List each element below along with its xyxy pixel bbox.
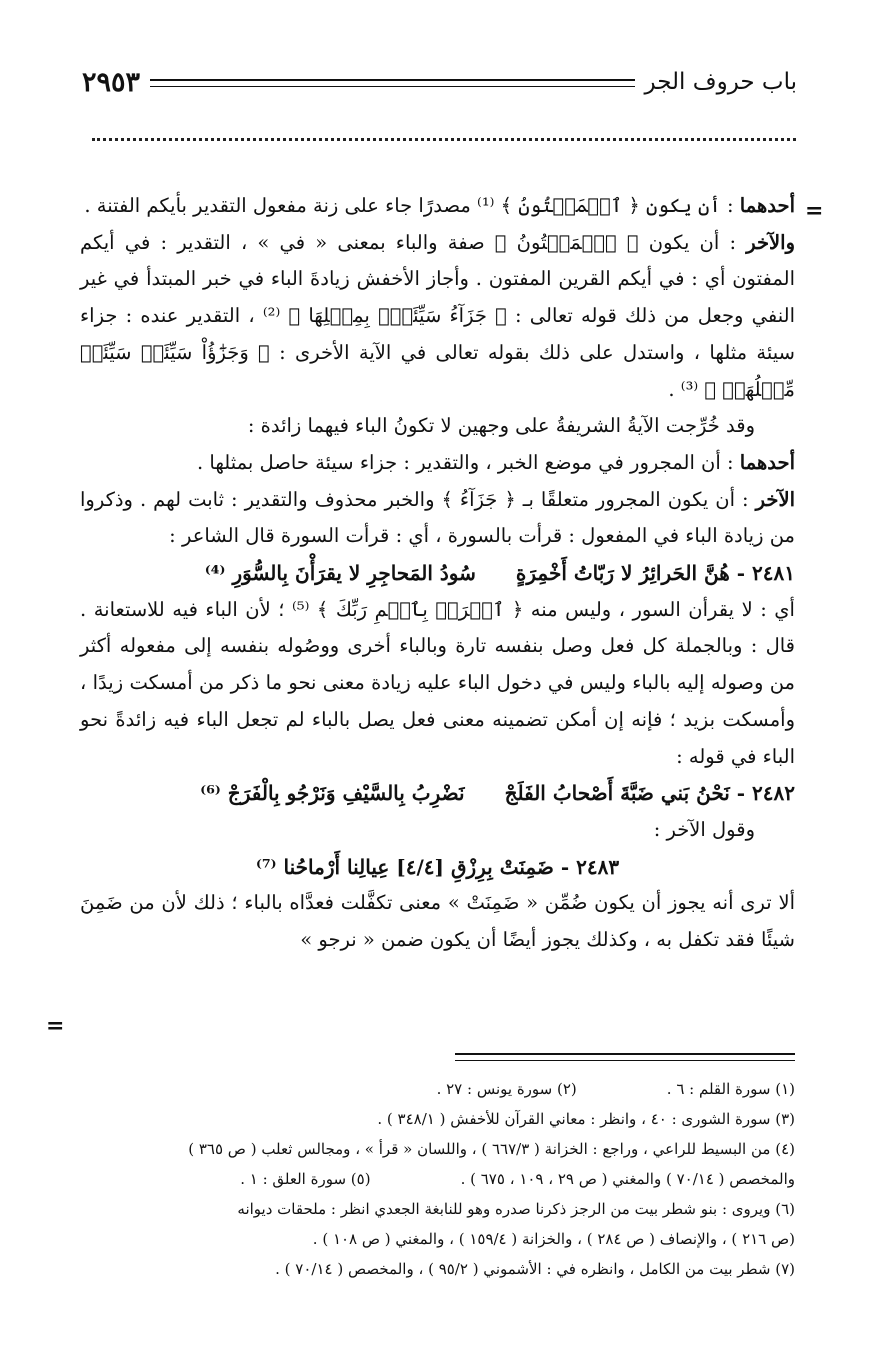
dotted-separator bbox=[92, 138, 796, 141]
paragraph-text: : أن المجرور في موضع الخبر ، والتقدير : جزاء سيئة حاصل بمثلها . bbox=[196, 450, 734, 474]
chapter-title: باب حروف الجر bbox=[644, 69, 797, 95]
verse-first-hemistich: ٢٤٨٢ - نَحْنُ بَني ضَبَّةَ أَصْحابُ الفَلَجْ bbox=[504, 781, 795, 806]
footnote-6: (٦) ويروى : بنو شطر بيت من الرجز ذكرنا صدره وهو للنابغة الجعدي انظر : ملحقات ديوانه bbox=[237, 1200, 795, 1218]
paragraph-6: أي : لا يقرأن السور ، وليس منه ﴿ ٱقۡرَأۡ بِٱسۡمِ رَبِّكَ ﴾ ⁽⁵⁾ ؛ لأن الباء فيه للاستعانة . قال : وبالجملة كل فعل وصل بنفسه تارة وبالباء أخرى ووصُوله بنفسه إلى مفعوله أكثر من وصوله إليه بالباء وليس في دخول الباء عليه زيادة معنى نحو ما ذكر من أمسكت زيدًا ، وأمسكت بزيد ؛ فإنه إن أمكن تضمينه معنى فعل يصل بالباء لم تجعل الباء فيه زائدةً نحو الباء في قوله : bbox=[80, 597, 795, 768]
footnote-3: (٣) سورة الشورى : ٤٠ ، وانظر : معاني القرآن للأخفش ( ٣٤٨/١ ) . bbox=[377, 1110, 795, 1128]
main-text bbox=[80, 188, 795, 959]
verse-second-hemistich: سُودُ المَحاجِرِ لا يقرَأْنَ بِالسُّوَرِ ⁽⁴⁾ bbox=[204, 561, 476, 586]
running-header bbox=[82, 62, 797, 102]
header-rule bbox=[150, 79, 635, 87]
footnote-1: (١) سورة القلم : ٦ . bbox=[666, 1080, 795, 1098]
lead-word: أحدهما bbox=[739, 194, 795, 217]
paragraph-text: : أن يكون المجرور متعلقًا بـ ﴿ جَزَآءُ ﴾ والخبر محذوف والتقدير : ثابت لهم . وذكروا من زيادة الباء في المفعول : قرأت بالسورة ، أي : قرأت السورة قال الشاعر : bbox=[80, 487, 795, 548]
verse-2481 bbox=[80, 555, 795, 592]
paragraph-4 bbox=[80, 445, 795, 482]
paragraph-3: وقد خُرِّجت الآيةُ الشريفةُ على وجهين لا تكونُ الباء فيهما زائدة : bbox=[247, 414, 755, 438]
verse-line: ٢٤٨٣ - ضَمِنَتْ بِرِزْقِ [٤/٤] عِيالِنا أَرْماحُنا ⁽⁷⁾ bbox=[255, 854, 620, 879]
paragraph-8: ألا ترى أنه يجوز أن يكون ضُمِّن « ضَمِنَتْ » معنى تكفَّلت فعدَّاه بالباء ؛ ذلك لأن من ضَمِنَ شيئًا فقد تكفل به ، وكذلك يجوز أيضًا أن يكون ضمن « نرجو » bbox=[80, 891, 795, 952]
footnote-row bbox=[80, 1164, 795, 1194]
paragraph-2 bbox=[80, 225, 795, 409]
footnote-7: (٧) شطر بيت من الكامل ، وانظره في : الأشموني ( ٩٥/٢ ) ، والمخصص ( ٧٠/١٤ ) . bbox=[275, 1260, 795, 1278]
footnote-2: (٢) سورة يونس : ٢٧ . bbox=[436, 1080, 577, 1098]
verse-first-hemistich: ٢٤٨١ - هُنَّ الحَرائِرُ لا رَبّاتُ أَخْمِرَةٍ bbox=[515, 561, 795, 586]
continuation-mark-left: = bbox=[46, 1013, 65, 1039]
footnote-6-cont: (ص ٢١٦ ) ، والإنصاف ( ص ٢٨٤ ) ، والخزانة ( ١٥٩/٤ ) ، والمغني ( ص ١٠٨ ) . bbox=[312, 1230, 795, 1248]
lead-word: الآخر bbox=[755, 487, 795, 511]
footnote-rule bbox=[455, 1053, 795, 1061]
continuation-mark-right: = bbox=[805, 198, 824, 224]
footnotes bbox=[80, 1074, 795, 1284]
verse-second-hemistich: نَضْرِبُ بِالسَّيْفِ وَنَرْجُو بِالْفَرَجْ ⁽⁶⁾ bbox=[200, 781, 465, 806]
lead-word: أحدهما bbox=[739, 450, 795, 474]
paragraph-text: : أن يكون ﴿ ٱلۡمَفۡتُونُ ﴾ ⁽¹⁾ مصدرًا جاء على زنة مفعول التقدير بأيكم الفتنة . bbox=[84, 194, 734, 217]
footnote-4: (٤) من البسيط للراعي ، وراجع : الخزانة ( ٦٦٧/٣ ) ، واللسان « قرأ » ، ومجالس ثعلب ( ص ٣٦٥ ) bbox=[188, 1140, 795, 1158]
paragraph-1 bbox=[80, 188, 795, 225]
lead-word: والآخر bbox=[746, 230, 795, 254]
paragraph-5 bbox=[80, 482, 795, 555]
verse-2483 bbox=[80, 849, 795, 886]
verse-2482 bbox=[80, 775, 795, 812]
paragraph-text: : أن يكون ﴿ ٱلۡمَفۡتُونُ ﴾ صفة والباء بمعنى « في » ، التقدير : في أيكم المفتون أي : في أيكم القرين المفتون . وأجاز الأخفش زيادةَ الباء في خبر المبتدأ في غير النفي وجعل من ذلك قوله تعالى : ﴿ جَزَآءُ سَيِّئَةِۭ بِمِثۡلِهَا ﴾ ⁽²⁾ ، التقدير عنده : جزاء سيئة مثلها ، واستدل على ذلك بقوله تعالى في الآية الأخرى : ﴿ وَجَزَٰٓؤُاْ سَيِّئَةٖ سَيِّئَةٞ مِّثۡلُهَاۖ ﴾ ⁽³⁾ . bbox=[80, 230, 795, 401]
footnote-4-cont: والمخصص ( ٧٠/١٤ ) والمغني ( ص ٢٩ ، ١٠٩ ، ٦٧٥ ) . bbox=[460, 1170, 795, 1188]
footnote-row bbox=[80, 1074, 795, 1104]
page-number: ٢٩٥٣ bbox=[82, 66, 141, 98]
paragraph-7: وقول الآخر : bbox=[653, 817, 755, 841]
footnote-5: (٥) سورة العلق : ١ . bbox=[240, 1170, 371, 1188]
